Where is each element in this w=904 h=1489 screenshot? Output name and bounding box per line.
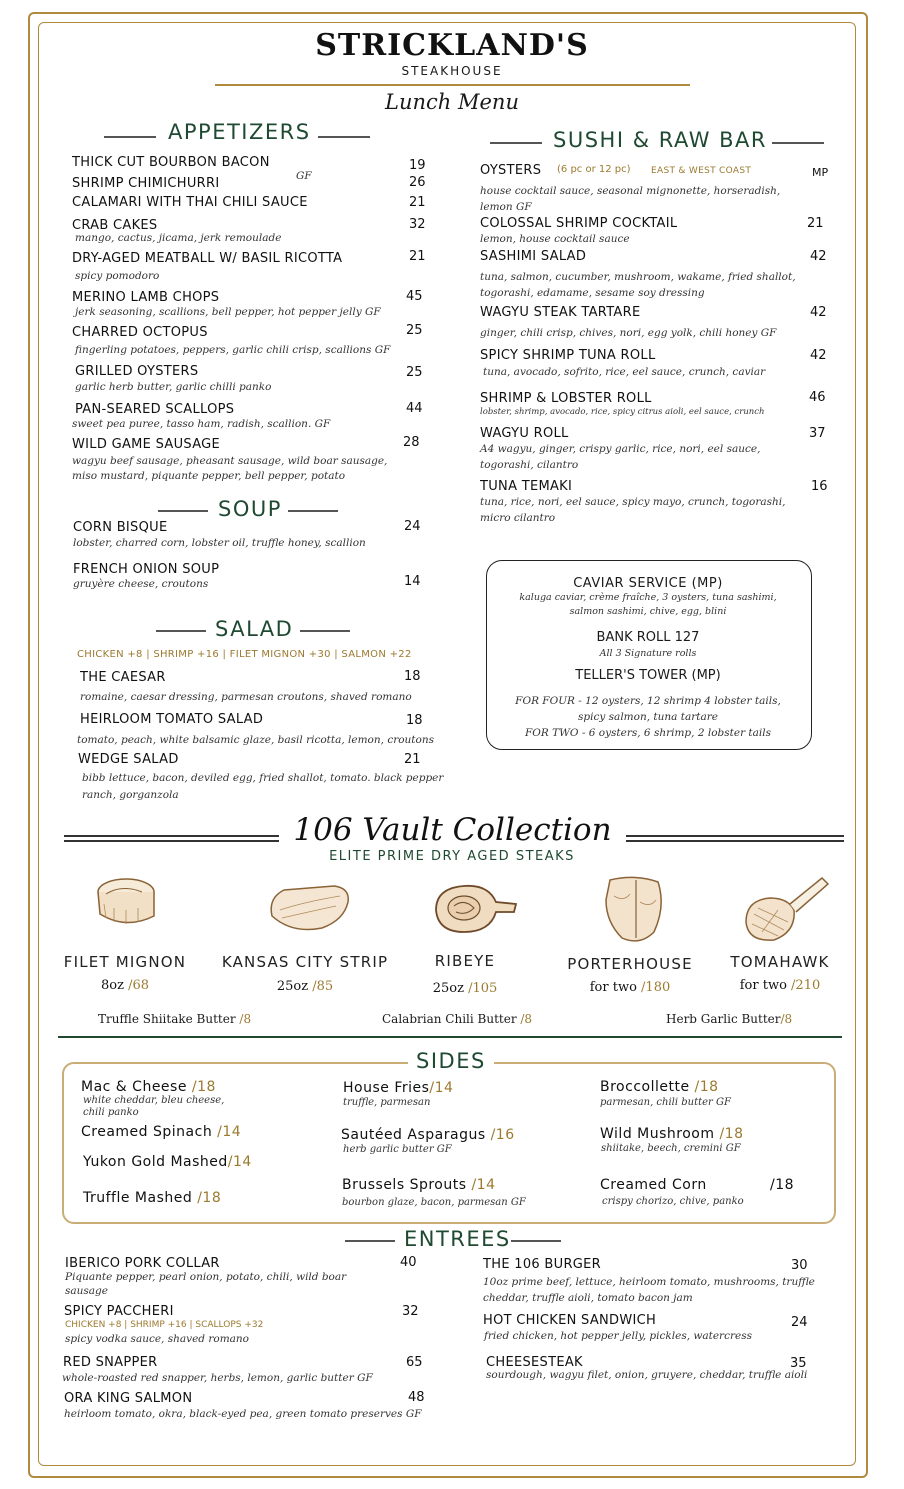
entree-desc: sourdough, wagyu filet, onion, gruyere, cheddar, truffle aioli bbox=[486, 1369, 808, 1381]
sushi-desc: lemon, house cocktail sauce bbox=[480, 233, 630, 245]
sushi-price: 42 bbox=[810, 348, 827, 363]
soup-desc: lobster, charred corn, lobster oil, truffle honey, scallion bbox=[73, 537, 366, 549]
appetizer-name: CALAMARI WITH THAI CHILI SAUCE bbox=[72, 195, 308, 210]
entree-name: IBERICO PORK COLLAR bbox=[65, 1256, 220, 1271]
appetizer-desc: jerk seasoning, scallions, bell pepper, hot pepper jelly GF bbox=[75, 306, 381, 318]
entree-desc: whole-roasted red snapper, herbs, lemon, garlic butter GF bbox=[62, 1372, 373, 1384]
side-desc: chili panko bbox=[83, 1107, 139, 1118]
steak-size bbox=[400, 981, 530, 996]
butter-name: Herb Garlic Butter bbox=[666, 1012, 781, 1026]
sushi-desc: togorashi, edamame, sesame soy dressing bbox=[480, 287, 705, 299]
entree-desc: sausage bbox=[65, 1285, 108, 1297]
butter-price: /8 bbox=[520, 1012, 533, 1026]
side-label: Truffle Mashed bbox=[83, 1190, 193, 1206]
side-price: /18 bbox=[719, 1126, 744, 1142]
entree-desc: fried chicken, hot pepper jelly, pickles, watercress bbox=[484, 1330, 752, 1342]
vault-title: 106 Vault Collection bbox=[293, 812, 612, 848]
sides-heading: SIDES bbox=[408, 1049, 494, 1073]
salad-addons: CHICKEN +8 | SHRIMP +16 | FILET MIGNON +30 | SALMON +22 bbox=[77, 649, 412, 660]
entree-name: SPICY PACCHERI bbox=[64, 1304, 174, 1319]
steak-price: /68 bbox=[128, 978, 149, 993]
side-desc: crispy chorizo, chive, panko bbox=[602, 1196, 744, 1207]
sushi-name: WAGYU ROLL bbox=[480, 426, 569, 441]
porterhouse-icon bbox=[600, 872, 670, 948]
tower-desc: FOR FOUR - 12 oysters, 12 shrimp 4 lobster tails, bbox=[515, 695, 781, 707]
entree-desc: 10oz prime beef, lettuce, heirloom tomato, mushrooms, truffle bbox=[483, 1276, 815, 1288]
fork-right-icon bbox=[300, 626, 350, 636]
side-price: /14 bbox=[429, 1080, 454, 1096]
side-name bbox=[81, 1079, 216, 1095]
side-price: /14 bbox=[471, 1177, 496, 1193]
side-desc: shiitake, beech, cremini GF bbox=[601, 1143, 741, 1154]
fork-left-icon bbox=[158, 506, 208, 516]
soup-price: 24 bbox=[404, 519, 421, 534]
entree-desc: Piquante pepper, pearl onion, potato, chili, wild boar bbox=[65, 1271, 347, 1283]
sushi-name: COLOSSAL SHRIMP COCKTAIL bbox=[480, 216, 678, 231]
side-price: /18 bbox=[197, 1190, 222, 1206]
salad-name: HEIRLOOM TOMATO SALAD bbox=[80, 712, 264, 727]
entree-addons: CHICKEN +8 | SHRIMP +16 | SCALLOPS +32 bbox=[65, 1320, 264, 1330]
side-desc: parmesan, chili butter GF bbox=[600, 1097, 731, 1108]
sushi-desc: tuna, rice, nori, eel sauce, spicy mayo, crunch, togorashi, bbox=[480, 496, 786, 508]
fork-left-icon bbox=[490, 138, 542, 148]
entree-price: 32 bbox=[402, 1304, 419, 1319]
entree-desc: spicy vodka sauce, shaved romano bbox=[65, 1333, 249, 1345]
side-label: Broccollette bbox=[600, 1079, 690, 1095]
sushi-desc: tuna, salmon, cucumber, mushroom, wakame, fried shallot, bbox=[480, 271, 796, 283]
tower-title: TELLER'S TOWER (MP) bbox=[575, 668, 721, 683]
sushi-price: 16 bbox=[811, 479, 828, 494]
appetizer-price: 25 bbox=[406, 323, 423, 338]
fork-right-icon bbox=[288, 506, 338, 516]
sushi-name: SHRIMP & LOBSTER ROLL bbox=[480, 391, 652, 406]
soup-name: CORN BISQUE bbox=[73, 520, 168, 535]
butter-option bbox=[98, 1012, 251, 1026]
vault-rule-left bbox=[64, 835, 279, 837]
appetizer-name: MERINO LAMB CHOPS bbox=[72, 290, 220, 305]
butter-name: Truffle Shiitake Butter bbox=[98, 1012, 236, 1026]
entree-price: 30 bbox=[791, 1258, 808, 1273]
butter-price: /8 bbox=[780, 1012, 793, 1026]
salad-price: 18 bbox=[404, 669, 421, 684]
side-label: Wild Mushroom bbox=[600, 1126, 715, 1142]
side-name bbox=[343, 1080, 453, 1096]
appetizer-name: CHARRED OCTOPUS bbox=[72, 325, 208, 340]
caviar-desc: salmon sashimi, chive, egg, blini bbox=[569, 606, 727, 617]
side-price: /18 bbox=[694, 1079, 719, 1095]
fork-left-icon bbox=[345, 1236, 395, 1246]
appetizer-price: 21 bbox=[409, 249, 426, 264]
side-label: Yukon Gold Mashed bbox=[83, 1154, 228, 1170]
appetizer-name: GRILLED OYSTERS bbox=[75, 364, 199, 379]
steak-size bbox=[555, 980, 705, 995]
side-label: Brussels Sprouts bbox=[342, 1177, 467, 1193]
appetizer-price: 25 bbox=[406, 365, 423, 380]
sushi-desc: ginger, chili crisp, chives, nori, egg yolk, chili honey GF bbox=[480, 327, 777, 339]
sushi-price: 46 bbox=[809, 390, 826, 405]
entree-desc: heirloom tomato, okra, black-eyed pea, green tomato preserves GF bbox=[64, 1408, 422, 1420]
filet-mignon-icon bbox=[92, 874, 164, 936]
side-name bbox=[342, 1177, 496, 1193]
entree-desc: cheddar, truffle aioli, tomato bacon jam bbox=[483, 1292, 693, 1304]
sushi-desc: togorashi, cilantro bbox=[480, 459, 579, 471]
salad-desc: romaine, caesar dressing, parmesan croutons, shaved romano bbox=[80, 691, 412, 703]
salad-price: 21 bbox=[404, 752, 421, 767]
salad-heading: SALAD bbox=[215, 617, 294, 641]
steak-name: PORTERHOUSE bbox=[567, 955, 693, 973]
tomahawk-icon bbox=[738, 870, 832, 950]
salad-name: THE CAESAR bbox=[80, 670, 166, 685]
bankroll-title: BANK ROLL 127 bbox=[596, 630, 700, 645]
salad-desc: ranch, gorganzola bbox=[82, 789, 179, 801]
appetizer-name: PAN-SEARED SCALLOPS bbox=[75, 402, 235, 417]
tower-desc: FOR TWO - 6 oysters, 6 shrimp, 2 lobster tails bbox=[524, 727, 772, 739]
appetizer-desc: fingerling potatoes, peppers, garlic chili crisp, scallions GF bbox=[75, 344, 391, 356]
sushi-desc: lemon GF bbox=[480, 201, 532, 213]
steak-size bbox=[710, 978, 850, 993]
soup-heading: SOUP bbox=[218, 497, 282, 521]
sushi-desc: micro cilantro bbox=[480, 512, 556, 524]
ribeye-icon bbox=[430, 880, 522, 938]
menu-name: Lunch Menu bbox=[385, 90, 519, 114]
entree-name: ORA KING SALMON bbox=[64, 1391, 193, 1406]
sushi-price: MP bbox=[812, 166, 829, 179]
sushi-price: 21 bbox=[807, 216, 824, 231]
appetizer-desc: miso mustard, piquante pepper, bell pepper, potato bbox=[72, 470, 346, 482]
side-name bbox=[341, 1127, 515, 1143]
appetizer-desc: wagyu beef sausage, pheasant sausage, wild boar sausage, bbox=[72, 455, 388, 467]
entree-name: CHEESESTEAK bbox=[486, 1355, 583, 1370]
side-desc: herb garlic butter GF bbox=[343, 1144, 452, 1155]
appetizer-name: WILD GAME SAUSAGE bbox=[72, 437, 221, 452]
butter-option bbox=[382, 1012, 532, 1026]
tower-desc: spicy salmon, tuna tartare bbox=[578, 711, 718, 723]
side-price: /16 bbox=[490, 1127, 515, 1143]
side-desc: truffle, parmesan bbox=[343, 1097, 431, 1108]
appetizer-name: DRY-AGED MEATBALL W/ BASIL RICOTTA bbox=[72, 251, 343, 266]
steak-size-label: 8oz bbox=[100, 978, 124, 993]
side-price: /18 bbox=[191, 1079, 216, 1095]
caviar-title: CAVIAR SERVICE (MP) bbox=[573, 576, 723, 591]
side-desc: bourbon glaze, bacon, parmesan GF bbox=[342, 1197, 526, 1208]
butter-price: /8 bbox=[239, 1012, 252, 1026]
side-name bbox=[83, 1190, 221, 1206]
appetizer-price: 19 bbox=[409, 158, 426, 173]
soup-desc: gruyère cheese, croutons bbox=[73, 578, 209, 590]
steak-size-label: for two bbox=[739, 978, 787, 993]
appetizer-price: 26 bbox=[409, 175, 426, 190]
side-name bbox=[81, 1124, 241, 1140]
side-label: Creamed Spinach bbox=[81, 1124, 213, 1140]
steak-size-label: 25oz bbox=[432, 981, 464, 996]
sushi-desc: house cocktail sauce, seasonal mignonette, horseradish, bbox=[480, 185, 781, 197]
steak-size bbox=[50, 978, 200, 993]
salad-price: 18 bbox=[406, 713, 423, 728]
side-label: House Fries bbox=[343, 1080, 430, 1096]
steak-price: /105 bbox=[468, 981, 498, 996]
sushi-name: WAGYU STEAK TARTARE bbox=[480, 305, 641, 320]
entrees-heading: ENTREES bbox=[404, 1227, 511, 1251]
appetizer-price: 44 bbox=[406, 401, 423, 416]
sushi-price: 42 bbox=[810, 249, 827, 264]
entree-name: THE 106 BURGER bbox=[483, 1257, 601, 1272]
steak-size-label: 25oz bbox=[276, 979, 309, 994]
appetizer-price: 28 bbox=[403, 435, 420, 450]
entree-price: 65 bbox=[406, 1355, 423, 1370]
steak-price: /180 bbox=[641, 980, 671, 995]
entree-price: 48 bbox=[408, 1390, 425, 1405]
side-name bbox=[600, 1079, 719, 1095]
entree-price: 35 bbox=[790, 1356, 807, 1371]
sushi-price: 37 bbox=[809, 426, 826, 441]
steak-name: TOMAHAWK bbox=[730, 953, 830, 971]
header-divider bbox=[215, 84, 690, 86]
steak-name: FILET MIGNON bbox=[63, 953, 187, 971]
steak-name: KANSAS CITY STRIP bbox=[221, 953, 389, 971]
steak-size-label: for two bbox=[589, 980, 637, 995]
side-label: Sautéed Asparagus bbox=[341, 1127, 486, 1143]
fork-left-icon bbox=[104, 132, 156, 142]
fork-left-icon bbox=[156, 626, 206, 636]
side-price: /14 bbox=[227, 1154, 252, 1170]
soup-name: FRENCH ONION SOUP bbox=[73, 562, 220, 577]
appetizer-desc: garlic herb butter, garlic chilli panko bbox=[75, 381, 272, 393]
salad-name: WEDGE SALAD bbox=[78, 752, 179, 767]
restaurant-title: STRICKLAND'S bbox=[315, 28, 589, 63]
appetizer-name: THICK CUT BOURBON BACON bbox=[72, 155, 270, 170]
side-desc: white cheddar, bleu cheese, bbox=[83, 1095, 225, 1106]
sushi-name: SASHIMI SALAD bbox=[480, 249, 587, 264]
entree-price: 24 bbox=[791, 1315, 808, 1330]
side-name bbox=[83, 1154, 252, 1170]
soup-price: 14 bbox=[404, 574, 421, 589]
vault-subtitle: ELITE PRIME DRY AGED STEAKS bbox=[329, 849, 575, 864]
sushi-desc: lobster, shrimp, avocado, rice, spicy citrus aioli, eel sauce, crunch bbox=[480, 407, 765, 417]
steak-price: /85 bbox=[312, 979, 334, 994]
entree-name: HOT CHICKEN SANDWICH bbox=[483, 1313, 657, 1328]
sushi-name: TUNA TEMAKI bbox=[480, 479, 573, 494]
appetizer-price: 21 bbox=[409, 195, 426, 210]
salad-desc: tomato, peach, white balsamic glaze, basil ricotta, lemon, croutons bbox=[77, 734, 434, 746]
vault-rule-left bbox=[64, 840, 279, 842]
sushi-desc: tuna, avocado, sofrito, rice, eel sauce, crunch, caviar bbox=[483, 366, 766, 378]
sushi-note: EAST & WEST COAST bbox=[651, 166, 752, 176]
appetizers-heading: APPETIZERS bbox=[168, 120, 311, 144]
butter-option bbox=[666, 1012, 792, 1026]
sushi-price: 42 bbox=[810, 305, 827, 320]
vault-rule-right bbox=[626, 840, 844, 842]
appetizer-price: 45 bbox=[406, 289, 423, 304]
side-name bbox=[600, 1126, 743, 1142]
side-price: /18 bbox=[770, 1177, 795, 1193]
butter-name: Calabrian Chili Butter bbox=[382, 1012, 517, 1026]
fork-right-icon bbox=[511, 1236, 561, 1246]
caviar-desc: kaluga caviar, crème fraîche, 3 oysters, tuna sashimi, bbox=[519, 592, 777, 603]
appetizer-desc: sweet pea puree, tasso ham, radish, scallion. GF bbox=[72, 418, 331, 430]
entree-price: 40 bbox=[400, 1255, 417, 1270]
sushi-heading: SUSHI & RAW BAR bbox=[553, 128, 768, 152]
sushi-name: OYSTERS bbox=[480, 163, 542, 178]
sushi-name: SPICY SHRIMP TUNA ROLL bbox=[480, 348, 656, 363]
appetizer-desc: spicy pomodoro bbox=[75, 270, 160, 282]
side-price: /14 bbox=[217, 1124, 242, 1140]
appetizer-price: 32 bbox=[409, 217, 426, 232]
restaurant-subtitle: STEAKHOUSE bbox=[401, 64, 503, 78]
appetizer-name: CRAB CAKES bbox=[72, 218, 158, 233]
appetizer-name: SHRIMP CHIMICHURRI bbox=[72, 176, 220, 191]
sushi-desc: A4 wagyu, ginger, crispy garlic, rice, nori, eel sauce, bbox=[480, 443, 761, 455]
side-name: Creamed Corn bbox=[600, 1177, 707, 1193]
appetizer-desc: mango, cactus, jicama, jerk remoulade bbox=[75, 232, 282, 244]
fork-right-icon bbox=[772, 138, 824, 148]
entree-name: RED SNAPPER bbox=[63, 1355, 158, 1370]
kansas-city-strip-icon bbox=[264, 880, 354, 938]
steak-size bbox=[210, 979, 400, 994]
bankroll-desc: All 3 Signature rolls bbox=[599, 648, 697, 659]
appetizer-tag: GF bbox=[296, 170, 312, 182]
steak-price: /210 bbox=[791, 978, 821, 993]
salad-desc: bibb lettuce, bacon, deviled egg, fried shallot, tomato. black pepper bbox=[82, 772, 444, 784]
steak-name: RIBEYE bbox=[434, 952, 496, 970]
sushi-note: (6 pc or 12 pc) bbox=[557, 164, 631, 175]
fork-right-icon bbox=[318, 132, 370, 142]
vault-rule-right bbox=[626, 835, 844, 837]
side-label: Mac & Cheese bbox=[81, 1079, 187, 1095]
vault-divider bbox=[58, 1036, 842, 1038]
